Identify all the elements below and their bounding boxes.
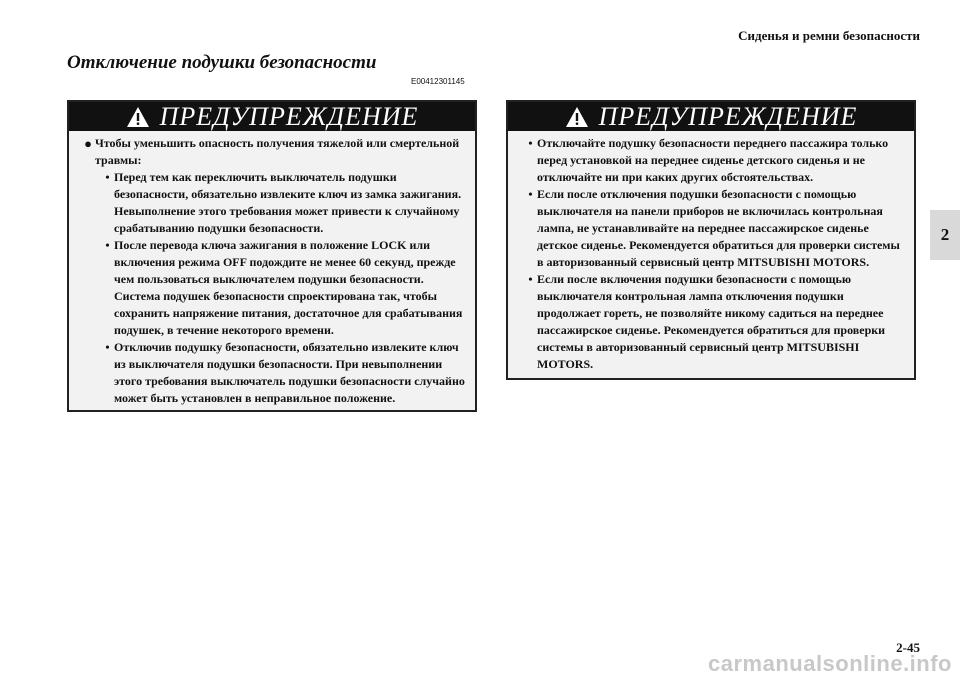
bullet-icon: • (105, 170, 110, 184)
section-title: Отключение подушки безопасности (67, 52, 377, 73)
page-number: 2-45 (896, 640, 920, 655)
bullet-icon: • (528, 187, 533, 201)
list-item: • Перед тем как переключить выключатель подушки безопасности, обязательно извлеките ключ из замка зажигания. Невыполнение этого требования может привести к случайному срабатыванию подушки безопасности. (101, 169, 465, 237)
list-item: • Если после включения подушки безопасности с помощью выключателя контрольная лампа отключения подушки продолжает гореть, не позволяйте никому садиться на переднее пассажирское сиденье. Рекомендуется обратиться для проверки системы в авторизованный сервисный центр MITSUBISHI MOTORS. (524, 271, 904, 373)
bullet-icon: • (105, 238, 110, 252)
warning-body (69, 131, 475, 411)
list-item: • Отключайте подушку безопасности переднего пассажира только перед установкой на переднее сиденье детского сиденья и не отключайте ни при каких других обстоятельствах. (524, 135, 904, 186)
list-item: • Если после отключения подушки безопасности с помощью выключателя на панели приборов не включилась контрольная лампа, не устанавливайте на переднее пассажирское сиденье детское сиденье. Рекомендуется обратиться для проверки системы в авторизованный сервисный центр MITSUBISHI MOTORS. (524, 186, 904, 271)
warning-title: ПРЕДУПРЕЖДЕНИЕ (159, 102, 419, 131)
warning-box-right (506, 100, 916, 380)
warning-title: ПРЕДУПРЕЖДЕНИЕ (598, 102, 858, 131)
warning-body (508, 131, 914, 377)
bullet-icon: • (528, 136, 533, 150)
warning-header (508, 102, 914, 131)
list-item: • После перевода ключа зажигания в положение LOCK или включения режима OFF подождите не менее 60 секунд, прежде чем пользоваться выключателем подушки безопасности. Система подушек безопасности спроектирована так, чтобы сохранить напряжение питания, достаточное для срабатывания подушек, в течение некоторого времени. (101, 237, 465, 339)
list-item: • Отключив подушку безопасности, обязательно извлеките ключ из выключателя подушки безопасности. При невыполнении этого требования выключатель подушки безопасности случайно может быть установлен в неправильное положение. (101, 339, 465, 407)
bullet-icon: • (105, 340, 110, 354)
bullet-icon: ● (84, 136, 92, 151)
warning-main-item (81, 135, 465, 169)
warning-sublist (81, 169, 465, 407)
bullet-icon: • (528, 272, 533, 286)
warning-note: Система подушек безопасности спроектирована так, чтобы сохранить напряжение питания, достаточное для срабатывания подушек, в течение некоторого времени. (114, 289, 463, 337)
warning-box-left (67, 100, 477, 412)
warning-triangle-icon (126, 106, 150, 128)
section-code: E00412301145 (411, 77, 465, 86)
page-header-title: Сиденья и ремни безопасности (738, 28, 920, 43)
watermark: carmanualsonline.info (708, 651, 952, 676)
warning-main-text: Чтобы уменьшить опасность получения тяжелой или смертельной травмы: (95, 136, 460, 167)
warning-header (69, 102, 475, 131)
chapter-tab: 2 (930, 210, 960, 260)
warning-triangle-icon (565, 106, 589, 128)
